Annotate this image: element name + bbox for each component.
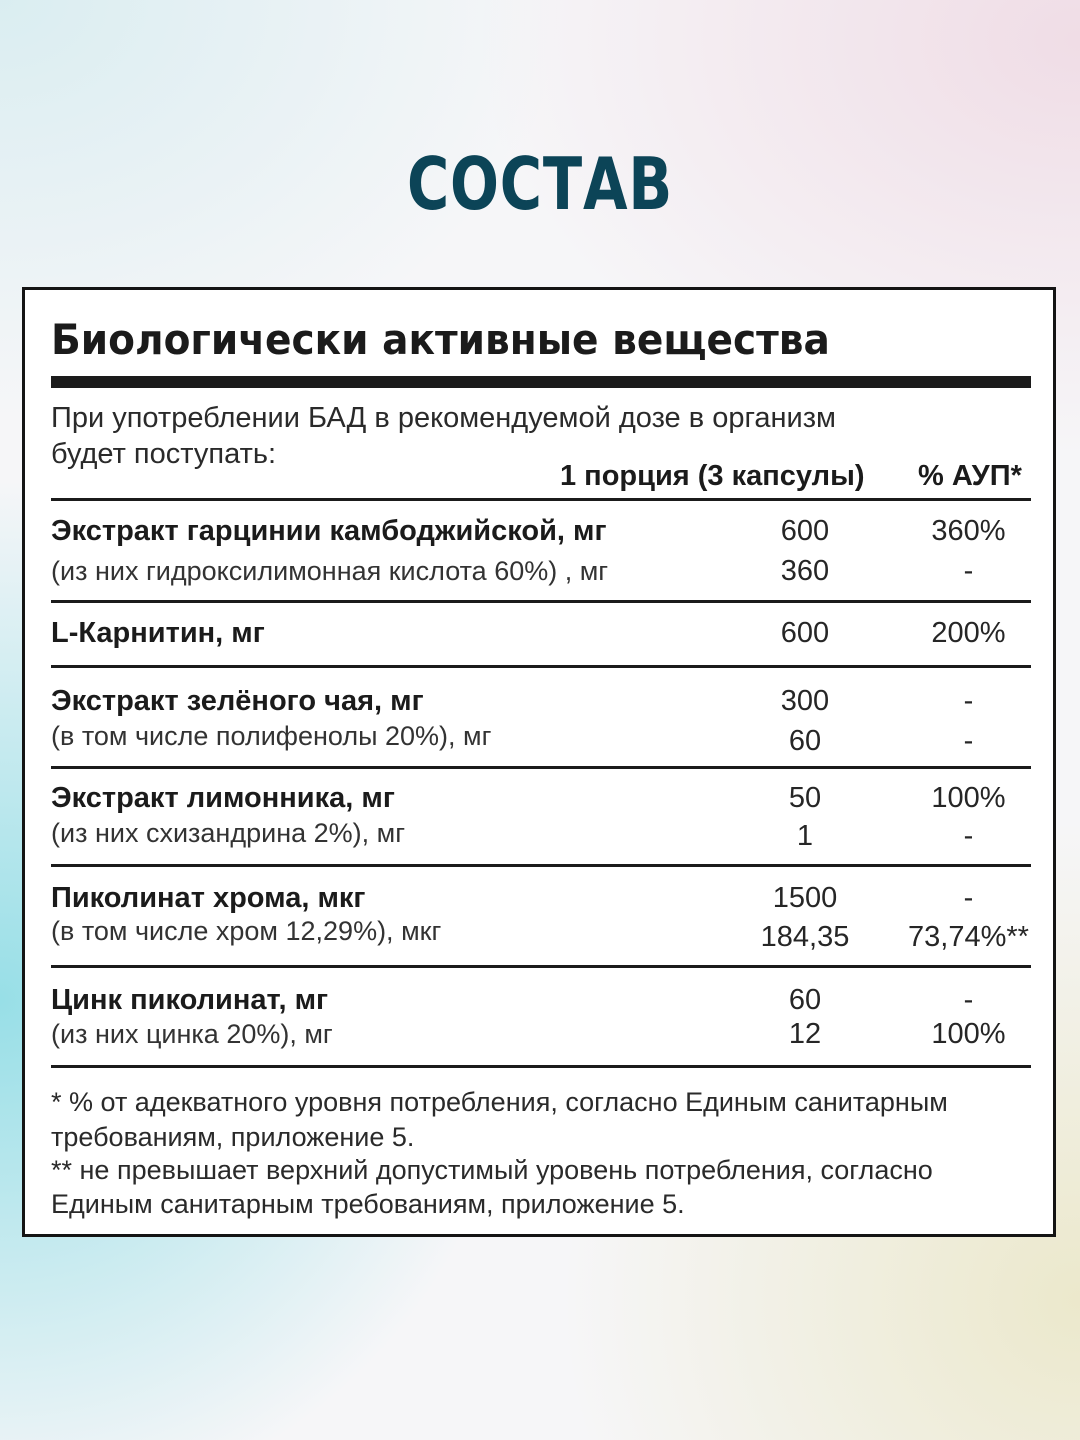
ingredient-name: Пиколинат хрома, мкг [51,882,366,914]
portion-value: 1500 [772,882,838,914]
footnote-1-line-2: требованиям, приложение 5. [51,1122,415,1152]
footnote-2-line-2: Единым санитарным требованиям, приложение 5. [51,1189,685,1219]
row-divider [51,965,1031,968]
ingredient-name: Экстракт гарцинии камбоджийской, мг [51,515,607,547]
sub-portion-value: 1 [796,820,814,852]
portion-value: 300 [780,685,830,717]
sub-portion-value: 184,35 [760,921,850,953]
sub-ingredient-name: (в том числе хром 12,29%), мкг [51,916,442,946]
panel-title: Биологически активные вещества [51,315,830,364]
sub-ingredient-name: (из них цинка 20%), мг [51,1019,333,1049]
ingredient-name: L-Карнитин, мг [51,617,265,649]
row-divider [51,1065,1031,1068]
aup-value: - [963,882,974,914]
sub-portion-value: 360 [780,555,830,587]
portion-value: 60 [788,984,822,1016]
row-divider [51,665,1031,668]
sub-aup-value: - [963,555,974,587]
row-divider [51,600,1031,603]
aup-value: - [963,685,974,717]
footnote-1-line-1: * % от адекватного уровня потребления, согласно Единым санитарным [51,1087,948,1117]
aup-value: 200% [931,617,1006,649]
sub-portion-value: 12 [788,1018,822,1050]
portion-value: 600 [780,617,830,649]
page-heading: СОСТАВ [406,142,674,226]
portion-value: 600 [780,515,830,547]
title-divider [51,376,1031,388]
aup-value: 360% [931,515,1006,547]
aup-value: - [963,984,974,1016]
sub-aup-value: 73,74%** [908,921,1029,953]
composition-panel [22,287,1056,1237]
sub-portion-value: 60 [788,725,822,757]
sub-ingredient-name: (в том числе полифенолы 20%), мг [51,721,492,751]
row-divider [51,766,1031,769]
sub-aup-value: 100% [931,1018,1006,1050]
sub-ingredient-name: (из них гидроксилимонная кислота 60%) , мг [51,556,609,586]
row-divider [51,864,1031,867]
intro-text [51,400,1011,472]
sub-aup-value: - [963,725,974,757]
column-header-aup: % АУП* [918,460,1022,492]
ingredient-name: Экстракт зелёного чая, мг [51,685,424,717]
intro-line-1: При употреблении БАД в рекомендуемой дозе в организм [51,402,836,434]
column-header-portion: 1 порция (3 капсулы) [560,460,865,492]
ingredient-name: Экстракт лимонника, мг [51,782,395,814]
aup-value: 100% [931,782,1006,814]
sub-ingredient-name: (из них схизандрина 2%), мг [51,818,406,848]
portion-value: 50 [788,782,822,814]
header-divider [51,498,1031,501]
footnote-2-line-1: ** не превышает верхний допустимый уровень потребления, согласно [51,1155,933,1185]
sub-aup-value: - [963,820,974,852]
intro-line-2: будет поступать: [51,438,277,470]
ingredient-name: Цинк пиколинат, мг [51,984,329,1016]
